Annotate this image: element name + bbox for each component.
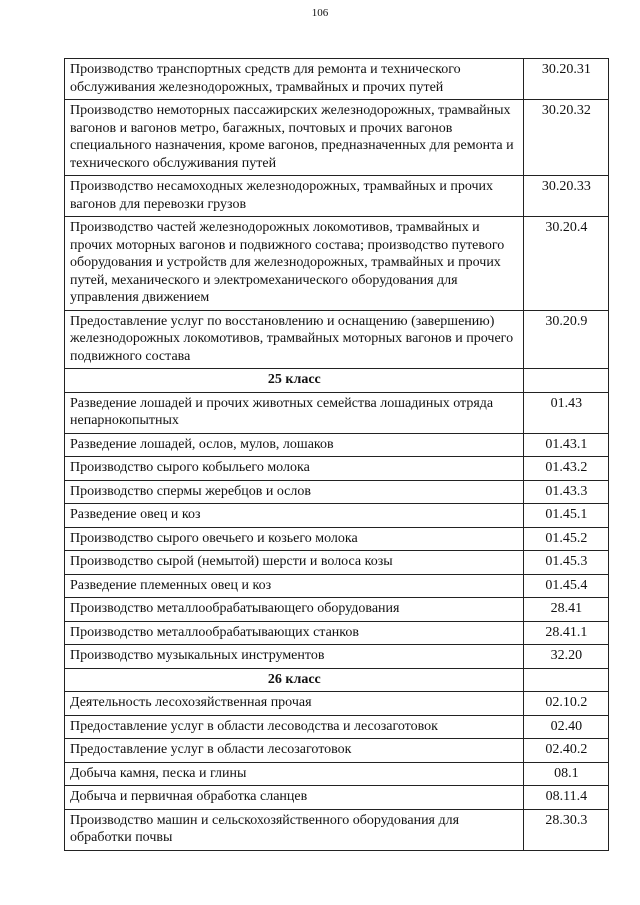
activity-description: Разведение овец и коз: [65, 504, 524, 528]
table-row: [65, 217, 609, 311]
activity-code: 30.20.31: [523, 59, 608, 100]
activity-description: Добыча камня, песка и глины: [65, 762, 524, 786]
activity-code: 30.20.32: [523, 100, 608, 176]
activity-description: Производство металлообрабатывающего оборудования: [65, 598, 524, 622]
table-row: [65, 715, 609, 739]
activity-code: 01.43: [523, 392, 608, 433]
table-row: [65, 100, 609, 176]
activity-code: 01.45.2: [523, 527, 608, 551]
activity-description: Разведение племенных овец и коз: [65, 574, 524, 598]
table-row: [65, 574, 609, 598]
table-row: [65, 504, 609, 528]
activity-description: Разведение лошадей и прочих животных семейства лошадиных отряда непарнокопытных: [65, 392, 524, 433]
activity-description: Предоставление услуг в области лесозаготовок: [65, 739, 524, 763]
activity-code: 01.43.2: [523, 457, 608, 481]
activity-code: 28.41.1: [523, 621, 608, 645]
activity-code: 02.40: [523, 715, 608, 739]
activity-description: Производство транспортных средств для ремонта и технического обслуживания железнодорожных, трамвайных и прочих путей: [65, 59, 524, 100]
activity-description: Разведение лошадей, ослов, мулов, лошаков: [65, 433, 524, 457]
activity-description: Деятельность лесохозяйственная прочая: [65, 692, 524, 716]
activity-code: 02.40.2: [523, 739, 608, 763]
activity-description: Производство спермы жеребцов и ослов: [65, 480, 524, 504]
activity-code: 01.43.1: [523, 433, 608, 457]
table-row: [65, 433, 609, 457]
table-row: [65, 392, 609, 433]
table-row: [65, 786, 609, 810]
table-body: [65, 59, 609, 851]
table-row: [65, 739, 609, 763]
table-row: [65, 59, 609, 100]
activity-description: Производство сырой (немытой) шерсти и волоса козы: [65, 551, 524, 575]
section-row: [65, 369, 609, 393]
section-title: 26 класс: [65, 668, 524, 692]
table-row: [65, 310, 609, 369]
activity-description: Предоставление услуг по восстановлению и оснащению (завершению) железнодорожных локомотивов, трамвайных моторных вагонов и прочего подвижного состава: [65, 310, 524, 369]
activity-description: Производство машин и сельскохозяйственного оборудования для обработки почвы: [65, 809, 524, 850]
table-row: [65, 762, 609, 786]
activity-description: Производство немоторных пассажирских железнодорожных, трамвайных вагонов и вагонов метро, багажных, почтовых и прочих вагонов специального назначения, кроме вагонов, предназначенных для ремонта и технического обслуживания путей: [65, 100, 524, 176]
table-row: [65, 809, 609, 850]
section-code-cell: [523, 668, 608, 692]
table-row: [65, 527, 609, 551]
table-row: [65, 621, 609, 645]
activity-code: 02.10.2: [523, 692, 608, 716]
activity-code: 01.43.3: [523, 480, 608, 504]
activity-code: 01.45.3: [523, 551, 608, 575]
section-row: [65, 668, 609, 692]
table-row: [65, 598, 609, 622]
activity-code: 01.45.1: [523, 504, 608, 528]
activity-code: 30.20.33: [523, 176, 608, 217]
activity-code-table: [64, 58, 609, 851]
activity-code: 30.20.9: [523, 310, 608, 369]
activity-description: Добыча и первичная обработка сланцев: [65, 786, 524, 810]
activity-code: 30.20.4: [523, 217, 608, 311]
activity-description: Производство сырого овечьего и козьего молока: [65, 527, 524, 551]
table-row: [65, 480, 609, 504]
activity-code: 28.41: [523, 598, 608, 622]
activity-description: Производство металлообрабатывающих станков: [65, 621, 524, 645]
activity-code: 32.20: [523, 645, 608, 669]
table-row: [65, 692, 609, 716]
activity-description: Производство частей железнодорожных локомотивов, трамвайных и прочих моторных вагонов и подвижного состава; производство путевого оборудования и устройств для железнодорожных, трамвайных и прочих путей, механического и электромеханического оборудования для управления движением: [65, 217, 524, 311]
activity-code: 08.1: [523, 762, 608, 786]
activity-description: Производство сырого кобыльего молока: [65, 457, 524, 481]
activity-description: Производство несамоходных железнодорожных, трамвайных и прочих вагонов для перевозки грузов: [65, 176, 524, 217]
activity-description: Предоставление услуг в области лесоводства и лесозаготовок: [65, 715, 524, 739]
activity-description: Производство музыкальных инструментов: [65, 645, 524, 669]
section-code-cell: [523, 369, 608, 393]
page-number: 106: [311, 7, 329, 19]
table-row: [65, 176, 609, 217]
activity-code: 08.11.4: [523, 786, 608, 810]
activity-code: 28.30.3: [523, 809, 608, 850]
section-title: 25 класс: [65, 369, 524, 393]
table-row: [65, 645, 609, 669]
activity-code: 01.45.4: [523, 574, 608, 598]
table-row: [65, 457, 609, 481]
table-row: [65, 551, 609, 575]
